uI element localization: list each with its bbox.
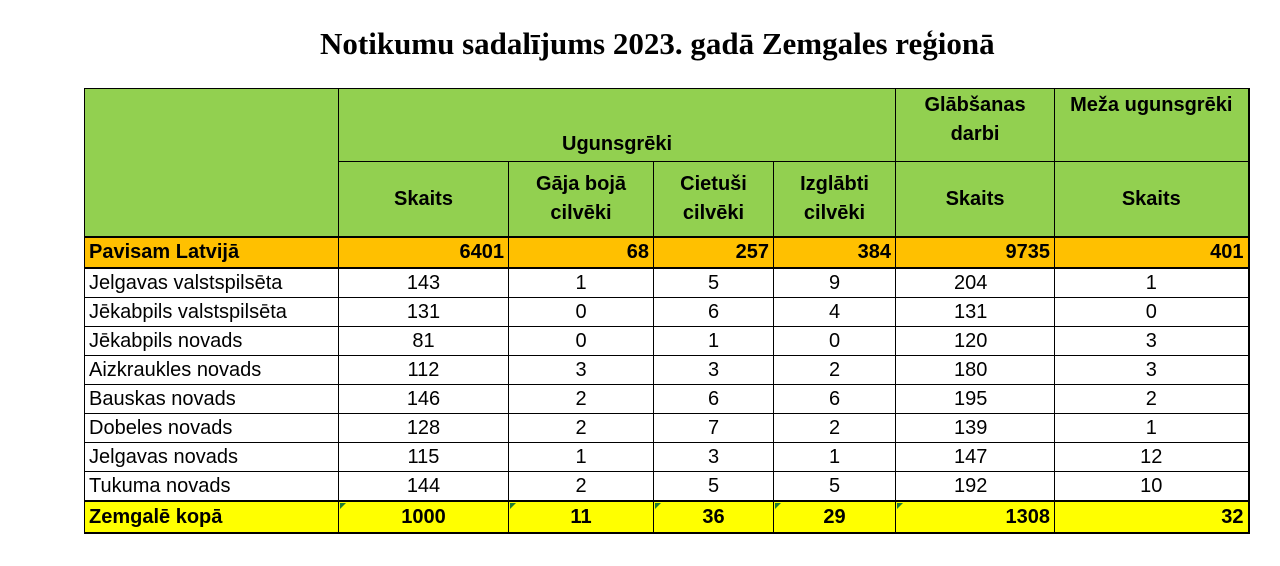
row-rescue: 147 bbox=[896, 443, 1055, 472]
header-group-fires: Ugunsgrēki bbox=[339, 89, 896, 162]
row-rescue: 192 bbox=[896, 472, 1055, 502]
table-row bbox=[85, 385, 1249, 414]
total-zemgale-rescue-value: 1308 bbox=[1005, 505, 1051, 528]
row-dead: 2 bbox=[509, 385, 654, 414]
total-zemgale-rescued-value: 29 bbox=[823, 505, 846, 528]
row-rescue: 120 bbox=[896, 327, 1055, 356]
row-count: 115 bbox=[339, 443, 509, 472]
total-zemgale-dead bbox=[509, 501, 654, 533]
header-group-forest: Meža ugunsgrēki bbox=[1055, 89, 1249, 162]
row-injured: 5 bbox=[654, 472, 774, 502]
row-forest: 1 bbox=[1055, 414, 1249, 443]
header-empty-cell bbox=[85, 89, 339, 238]
row-forest: 12 bbox=[1055, 443, 1249, 472]
row-dead: 0 bbox=[509, 298, 654, 327]
formula-marker-icon bbox=[775, 503, 781, 509]
header-group-rescue: Glābšanas darbi bbox=[896, 89, 1055, 162]
row-rescued: 4 bbox=[774, 298, 896, 327]
row-count: 81 bbox=[339, 327, 509, 356]
row-total-latvia bbox=[85, 237, 1249, 268]
row-rescue: 180 bbox=[896, 356, 1055, 385]
table-row bbox=[85, 356, 1249, 385]
total-zemgale-count bbox=[339, 501, 509, 533]
row-rescued: 9 bbox=[774, 268, 896, 298]
row-name: Tukuma novads bbox=[85, 472, 339, 502]
row-rescued: 2 bbox=[774, 356, 896, 385]
total-latvia-count: 6401 bbox=[339, 237, 509, 268]
formula-marker-icon bbox=[510, 503, 516, 509]
total-latvia-injured: 257 bbox=[654, 237, 774, 268]
header-col-dead: Gāja bojā cilvēki bbox=[509, 162, 654, 238]
row-rescue: 204 bbox=[896, 268, 1055, 298]
row-name: Jēkabpils novads bbox=[85, 327, 339, 356]
row-forest: 3 bbox=[1055, 356, 1249, 385]
row-forest: 0 bbox=[1055, 298, 1249, 327]
total-latvia-label: Pavisam Latvijā bbox=[85, 237, 339, 268]
row-rescue: 195 bbox=[896, 385, 1055, 414]
row-name: Dobeles novads bbox=[85, 414, 339, 443]
row-injured: 1 bbox=[654, 327, 774, 356]
row-rescue: 131 bbox=[896, 298, 1055, 327]
row-rescued: 0 bbox=[774, 327, 896, 356]
row-rescued: 6 bbox=[774, 385, 896, 414]
row-dead: 1 bbox=[509, 443, 654, 472]
header-row-groups bbox=[85, 89, 1249, 162]
row-name: Aizkraukles novads bbox=[85, 356, 339, 385]
total-zemgale-injured-value: 36 bbox=[702, 505, 725, 528]
row-dead: 3 bbox=[509, 356, 654, 385]
table-row bbox=[85, 472, 1249, 502]
row-rescued: 5 bbox=[774, 472, 896, 502]
table-row bbox=[85, 298, 1249, 327]
row-name: Jelgavas valstspilsēta bbox=[85, 268, 339, 298]
total-zemgale-label: Zemgalē kopā bbox=[85, 501, 339, 533]
row-rescue: 139 bbox=[896, 414, 1055, 443]
row-forest: 2 bbox=[1055, 385, 1249, 414]
header-col-count: Skaits bbox=[339, 162, 509, 238]
row-count: 143 bbox=[339, 268, 509, 298]
total-zemgale-forest: 32 bbox=[1055, 501, 1249, 533]
header-col-rescue-count: Skaits bbox=[896, 162, 1055, 238]
total-zemgale-injured bbox=[654, 501, 774, 533]
table-row bbox=[85, 443, 1249, 472]
row-dead: 2 bbox=[509, 472, 654, 502]
row-injured: 6 bbox=[654, 385, 774, 414]
total-latvia-rescue: 9735 bbox=[896, 237, 1055, 268]
header-col-rescued: Izglābti cilvēki bbox=[774, 162, 896, 238]
header-col-injured: Cietuši cilvēki bbox=[654, 162, 774, 238]
row-injured: 6 bbox=[654, 298, 774, 327]
row-count: 144 bbox=[339, 472, 509, 502]
formula-marker-icon bbox=[340, 503, 346, 509]
row-name: Bauskas novads bbox=[85, 385, 339, 414]
total-zemgale-rescued bbox=[774, 501, 896, 533]
row-dead: 2 bbox=[509, 414, 654, 443]
formula-marker-icon bbox=[897, 503, 903, 509]
page-title: Notikumu sadalījums 2023. gadā Zemgales reģionā bbox=[320, 26, 995, 61]
row-dead: 1 bbox=[509, 268, 654, 298]
row-dead: 0 bbox=[509, 327, 654, 356]
table-row bbox=[85, 327, 1249, 356]
row-injured: 3 bbox=[654, 356, 774, 385]
header-col-forest-count: Skaits bbox=[1055, 162, 1249, 238]
row-count: 146 bbox=[339, 385, 509, 414]
table-row bbox=[85, 268, 1249, 298]
row-injured: 7 bbox=[654, 414, 774, 443]
row-forest: 3 bbox=[1055, 327, 1249, 356]
formula-marker-icon bbox=[655, 503, 661, 509]
incidents-table bbox=[84, 88, 1250, 534]
total-zemgale-count-value: 1000 bbox=[401, 505, 446, 528]
row-name: Jēkabpils valstspilsēta bbox=[85, 298, 339, 327]
row-injured: 5 bbox=[654, 268, 774, 298]
row-count: 128 bbox=[339, 414, 509, 443]
row-rescued: 2 bbox=[774, 414, 896, 443]
row-count: 131 bbox=[339, 298, 509, 327]
row-injured: 3 bbox=[654, 443, 774, 472]
total-latvia-forest: 401 bbox=[1055, 237, 1249, 268]
total-zemgale-rescue bbox=[896, 501, 1055, 533]
row-rescued: 1 bbox=[774, 443, 896, 472]
row-total-zemgale bbox=[85, 501, 1249, 533]
total-latvia-rescued: 384 bbox=[774, 237, 896, 268]
row-forest: 1 bbox=[1055, 268, 1249, 298]
table-row bbox=[85, 414, 1249, 443]
row-count: 112 bbox=[339, 356, 509, 385]
row-name: Jelgavas novads bbox=[85, 443, 339, 472]
total-zemgale-dead-value: 11 bbox=[570, 505, 592, 528]
total-latvia-dead: 68 bbox=[509, 237, 654, 268]
row-forest: 10 bbox=[1055, 472, 1249, 502]
